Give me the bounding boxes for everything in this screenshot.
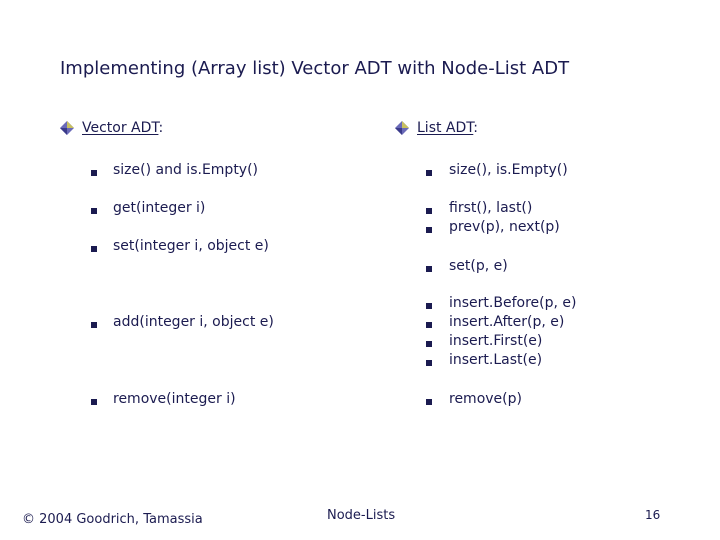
square-bullet-icon (426, 303, 432, 309)
square-bullet-icon (91, 399, 97, 405)
vector-item: remove(integer i) (113, 391, 236, 407)
diamond-bullet-icon (60, 121, 74, 135)
list-item: set(p, e) (449, 258, 508, 274)
list-item: size(), is.Empty() (449, 162, 568, 178)
list-item: insert.First(e) (449, 333, 543, 349)
list-item: insert.Last(e) (449, 352, 543, 368)
vector-adt-heading (82, 120, 163, 136)
square-bullet-icon (426, 399, 432, 405)
square-bullet-icon (426, 360, 432, 366)
square-bullet-icon (91, 170, 97, 176)
square-bullet-icon (426, 266, 432, 272)
vector-item: size() and is.Empty() (113, 162, 259, 178)
list-adt-colon: : (473, 120, 479, 136)
square-bullet-icon (91, 246, 97, 252)
vector-adt-colon: : (158, 120, 164, 136)
list-item: insert.After(p, e) (449, 314, 565, 330)
footer-section: Node-Lists (327, 508, 396, 523)
square-bullet-icon (426, 227, 432, 233)
square-bullet-icon (91, 322, 97, 328)
square-bullet-icon (426, 322, 432, 328)
square-bullet-icon (426, 341, 432, 347)
list-item: prev(p), next(p) (449, 219, 560, 235)
list-adt-heading (417, 120, 478, 136)
square-bullet-icon (91, 208, 97, 214)
square-bullet-icon (426, 170, 432, 176)
list-item: insert.Before(p, e) (449, 295, 577, 311)
vector-item: set(integer i, object e) (113, 238, 269, 254)
list-item: remove(p) (449, 391, 522, 407)
list-item: first(), last() (449, 200, 533, 216)
vector-item: get(integer i) (113, 200, 206, 216)
page-number: 16 (645, 508, 661, 522)
square-bullet-icon (426, 208, 432, 214)
diamond-bullet-icon (395, 121, 409, 135)
footer-copyright: © 2004 Goodrich, Tamassia (22, 512, 203, 527)
slide-title: Implementing (Array list) Vector ADT with Node-List ADT (60, 58, 570, 79)
vector-item: add(integer i, object e) (113, 314, 274, 330)
list-adt-label: List ADT (417, 120, 474, 136)
vector-adt-label: Vector ADT (82, 120, 159, 136)
